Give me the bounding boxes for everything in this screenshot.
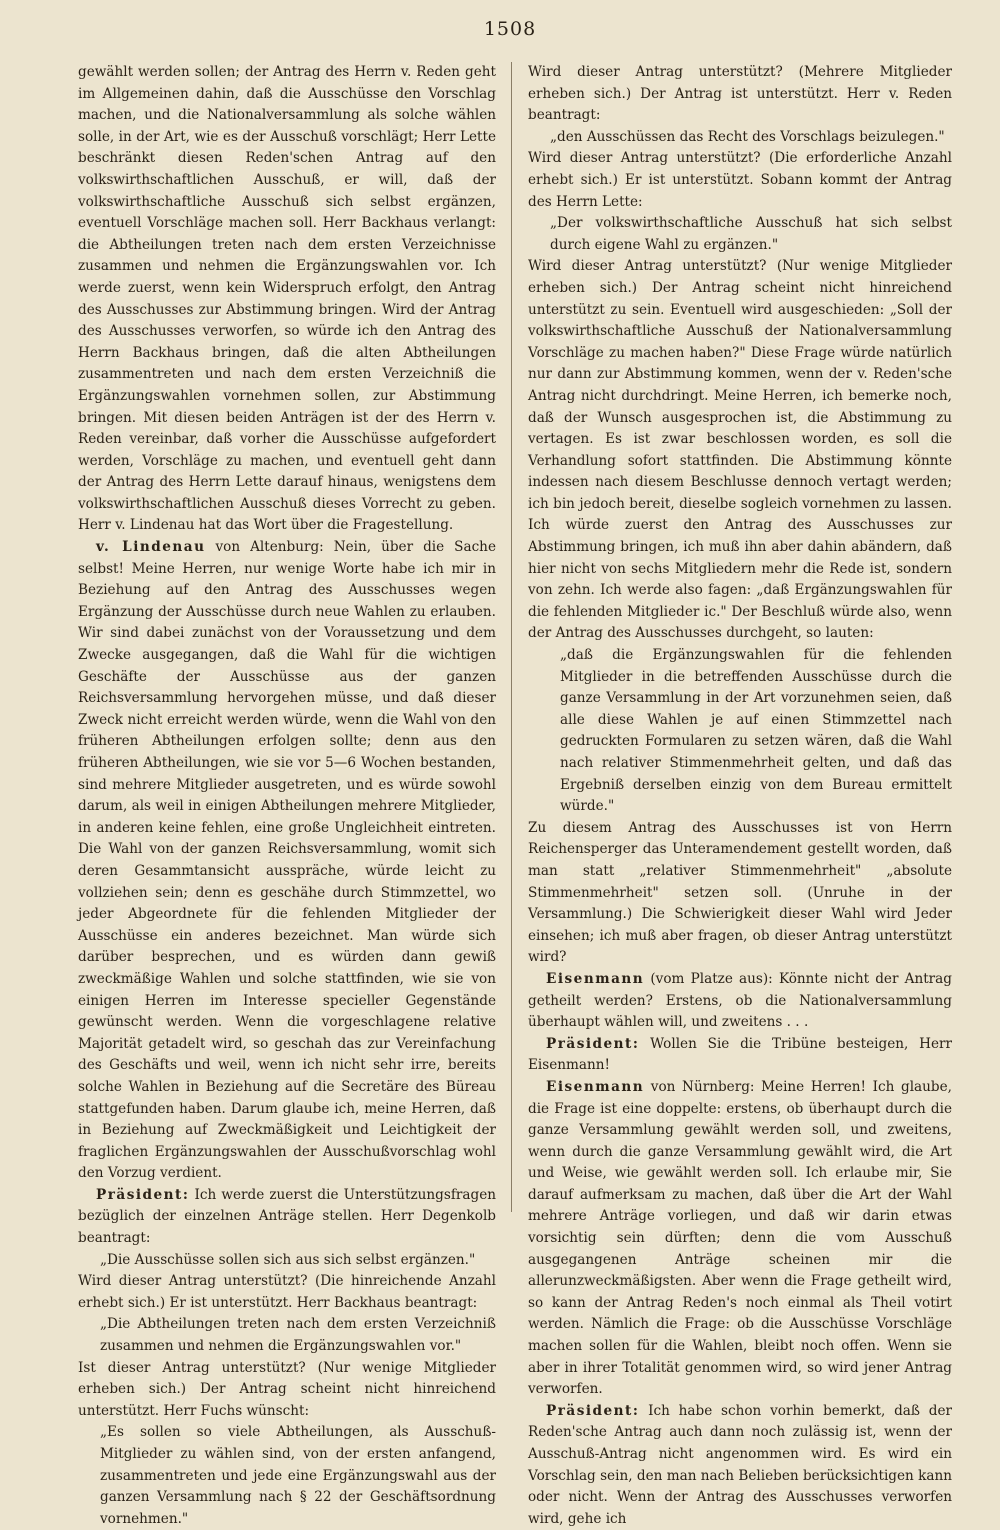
- paragraph: [528, 1401, 952, 1530]
- paragraph: [78, 1185, 496, 1250]
- paragraph-text: Wird dieser Antrag unterstützt? (Die erforderliche Anzahl erhebt sich.) Er ist unterstützt. Sobann kommt der Antrag des Herrn Lette:: [528, 150, 952, 210]
- paragraph: [78, 537, 496, 1185]
- left-column: [78, 62, 496, 1527]
- paragraph-text: Ich werde zuerst die Unterstützungsfragen bezüglich der einzelnen Anträge stellen. Herr Degenkolb beantragt:: [78, 1186, 496, 1247]
- paragraph-text: „Die Abtheilungen treten nach dem ersten Verzeichniß zusammen und nehmen die Ergänzungswahlen vor.": [100, 1316, 496, 1355]
- paragraph-text: Wird dieser Antrag unterstützt? (Nur wenige Mitglieder erheben sich.) Der Antrag scheint nicht hinreichend unterstützt zu sein. Eventuell wird ausgeschieden: „Soll der volkswirthschaftliche Ausschuß der Nationalversammlung Vorschläge zu machen haben?" Diese Frage würde natürlich nur dann zur Abstimmung kommen, wenn der v. Reden'sche Antrag nicht durchdringt. Meine Herren, ich bemerke noch, daß der Wunsch ausgesprochen ist, die Abstimmung zu vertagen. Es ist zwar beschlossen worden, es soll die Verhandlung sofort stattfinden. Die Abstimmung könnte indessen nach diesem Beschlusse dennoch vertagt werden; ich bin jedoch bereit, dieselbe sogleich vornehmen zu lassen. Ich würde zuerst den Antrag des Ausschusses zur Abstimmung bringen, ich muß ihn aber dahin abändern, daß hier nicht von sechs Mitgliedern mehr die Rede ist, sondern von zehn. Ich werde also fagen: „daß Ergänzungswahlen für die fehlenden Mitglieder ic." Der Beschluß würde also, wenn der Antrag des Ausschusses durchgeht, so lauten:: [528, 258, 952, 642]
- paragraph-text: Ich habe schon vorhin bemerkt, daß der Reden'sche Antrag auch dann noch zulässig ist, wenn der Ausschuß-Antrag nicht angenommen wird. Es wird ein Vorschlag sein, den man nach Belieben berücksichtigen kann oder nicht. Wenn der Antrag des Ausschusses verworfen wird, gehe ich: [528, 1402, 952, 1527]
- paragraph: [528, 1034, 952, 1077]
- quoted-motion: [560, 645, 952, 818]
- paragraph-text: Wird dieser Antrag unterstützt? (Die hinreichende Anzahl erhebt sich.) Er ist unterstützt. Herr Backhaus beantragt:: [78, 1273, 496, 1311]
- paragraph-text: von Nürnberg: Meine Herren! Ich glaube, die Frage ist eine doppelte: erstens, ob überhaupt durch die ganze Versammlung gewählt werden soll, und zweitens, wenn durch die ganze Versammlung gewählt wird, die Art und Weise, wie gewählt werden soll. Ich erlaube mir, Sie darauf aufmerksam zu machen, daß über die Art der Wahl mehrere Anträge vorliegen, und daß wir darin etwas vorsichtig sein dürften; denn die vom Ausschuß ausgegangenen Anträge scheinen mir die allerunzweckmäßigsten. Aber wenn die Frage getheilt wird, so kann der Antrag Reden's noch einmal als Theil votirt werden. Nämlich die Frage: ob die Ausschüsse Vorschläge machen sollen für die Wahlen, bleibt noch offen. Wenn sie aber in ihrer Totalität genommen wird, so wird jener Antrag verworfen.: [528, 1078, 952, 1398]
- quoted-motion: [100, 1422, 496, 1530]
- paragraph: [528, 818, 952, 969]
- right-column: [528, 62, 952, 1527]
- paragraph-text: „den Ausschüssen das Recht des Vorschlags beizulegen.": [550, 128, 945, 145]
- paragraph: [78, 62, 496, 537]
- paragraph-text: (vom Platze aus): Könnte nicht der Antrag getheilt werden? Erstens, ob die Nationalversammlung überhaupt wählen will, und zweitens . . .: [528, 970, 952, 1031]
- speaker-name: v. Lindenau: [96, 539, 206, 556]
- speaker-name: Eisenmann: [546, 970, 645, 987]
- paragraph-text: Wollen Sie die Tribüne besteigen, Herr Eisenmann!: [528, 1035, 952, 1074]
- paragraph: [528, 1077, 952, 1401]
- column-divider: [511, 62, 512, 1212]
- quoted-motion: [550, 127, 952, 149]
- quoted-motion: [100, 1314, 496, 1357]
- speaker-name: Präsident:: [546, 1035, 640, 1052]
- speaker-name: Präsident:: [96, 1186, 190, 1203]
- speaker-name: Eisenmann: [546, 1078, 645, 1095]
- page-number: 1508: [483, 18, 537, 40]
- paragraph: [528, 148, 952, 213]
- paragraph: [78, 1358, 496, 1423]
- paragraph-text: „daß die Ergänzungswahlen für die fehlenden Mitglieder in die betreffenden Ausschüsse durch die ganze Versammlung in der Art vorzunehmen seien, daß alle diese Wahlen je auf einen Stimmzettel nach gedruckten Formularen zu setzen wären, daß die Wahl nach relativer Stimmenmehrheit gelten, und daß das Ergebniß derselben einzig von dem Bureau ermittelt würde.": [560, 647, 952, 815]
- paragraph: [78, 1271, 496, 1314]
- paragraph-text: „Es sollen so viele Abtheilungen, als Ausschuß-Mitglieder zu wählen sind, von der ersten anfangend, zusammentreten und jede eine Ergänzungswahl aus der ganzen Versammlung nach § 22 der Geschäftsordnung vornehmen.": [100, 1424, 496, 1527]
- paragraph-text: gewählt werden sollen; der Antrag des Herrn v. Reden geht im Allgemeinen dahin, daß die Ausschüsse den Vorschlag machen, und die Nationalversammlung als solche wählen solle, in der Art, wie es der Ausschuß vorschlägt; Herr Lette beschränkt diesen Reden'schen Antrag auf den volkswirthschaftlichen Ausschuß, er will, daß der volkswirthschaftliche Ausschuß sich selbst ergänzen, eventuell Vorschläge machen soll. Herr Backhaus verlangt: die Abtheilungen treten nach dem ersten Verzeichnisse zusammen und nehmen die Ergänzungswahlen vor. Ich werde zuerst, wenn kein Widerspruch erfolgt, den Antrag des Ausschusses zur Abstimmung bringen. Wird der Antrag des Ausschusses verworfen, so würde ich den Antrag des Herrn Backhaus bringen, daß die alten Abtheilungen zusammentreten und nach dem ersten Verzeichniß die Ergänzungswahlen vornehmen sollen, zur Abstimmung bringen. Mit diesen beiden Anträgen ist der des Herrn v. Reden vereinbar, daß vorher die Ausschüsse aufgefordert werden, Vorschläge zu machen, und eventuell geht dann der Antrag des Herrn Lette darauf hinaus, wenigstens dem volkswirthschaftlichen Ausschuß dieses Vorrecht zu geben. Herr v. Lindenau hat das Wort über die Fragestellung.: [78, 64, 496, 534]
- quoted-motion: [550, 213, 952, 256]
- paragraph-text: „Der volkswirthschaftliche Ausschuß hat sich selbst durch eigene Wahl zu ergänzen.": [550, 215, 952, 253]
- paragraph: [528, 62, 952, 127]
- speaker-name: Präsident:: [546, 1402, 640, 1419]
- paragraph-text: von Altenburg: Nein, über die Sache selbst! Meine Herren, nur wenige Worte habe ich mir in Beziehung auf den Antrag des Ausschusses wegen Ergänzung der Ausschüsse durch neue Wahlen zu erlauben. Wir sind dabei zunächst von der Voraussetzung und dem Zwecke ausgegangen, daß die Wahl für die wichtigen Geschäfte der Ausschüsse aus der ganzen Reichsversammlung hervorgehen müsse, und daß dieser Zweck nicht erreicht werden würde, wenn die Wahl von den früheren Abtheilungen erfolgen sollte; denn aus den früheren Abtheilungen, wie sie vor 5—6 Wochen bestanden, sind mehrere Mitglieder ausgetreten, und es würde sowohl darum, als weil in einigen Abtheilungen mehrere Mitglieder, in anderen keine fehlen, eine große Ungleichheit eintreten. Die Wahl von der ganzen Reichsversammlung, womit sich deren Gesammtansicht ausspräche, würde leicht zu vollziehen sein; denn es geschähe durch Stimmzettel, wo jeder Abgeordnete für die fehlenden Mitglieder der Ausschüsse ein anderes bezeichnet. Man würde sich darüber besprechen, und es würden dann gewiß zweckmäßige Wahlen und solche stattfinden, wie sie von einigen Herren im Interesse specieller Gegenstände gewünscht werden. Wenn die vorgeschlagene relative Majorität getadelt wird, so geschah das zur Vereinfachung des Geschäfts und weil, wenn ich nicht sehr irre, bereits solche Wahlen in Beziehung auf die Secretäre des Büreau stattgefunden haben. Darum glaube ich, meine Herren, daß in Beziehung auf Zweckmäßigkeit und Leichtigkeit der fraglichen Ergänzungswahlen der Ausschußvorschlag wohl den Vorzug verdient.: [78, 539, 496, 1182]
- paragraph-text: „Die Ausschüsse sollen sich aus sich selbst ergänzen.": [100, 1251, 476, 1268]
- paragraph-text: Ist dieser Antrag unterstützt? (Nur wenige Mitglieder erheben sich.) Der Antrag scheint nicht hinreichend unterstützt. Herr Fuchs wünscht:: [78, 1359, 496, 1419]
- paragraph: [528, 969, 952, 1034]
- paragraph-text: Wird dieser Antrag unterstützt? (Mehrere Mitglieder erheben sich.) Der Antrag ist unterstützt. Herr v. Reden beantragt:: [528, 64, 952, 124]
- quoted-motion: [100, 1250, 496, 1272]
- paragraph: [528, 256, 952, 645]
- paragraph-text: Zu diesem Antrag des Ausschusses ist von Herrn Reichensperger das Unteramendement gestellt worden, daß man statt „relativer Stimmenmehrheit" „absolute Stimmenmehrheit" setzen soll. (Unruhe in der Versammlung.) Die Schwierigkeit dieser Wahl wird Jeder einsehen; ich muß aber fragen, ob dieser Antrag unterstützt wird?: [528, 819, 952, 966]
